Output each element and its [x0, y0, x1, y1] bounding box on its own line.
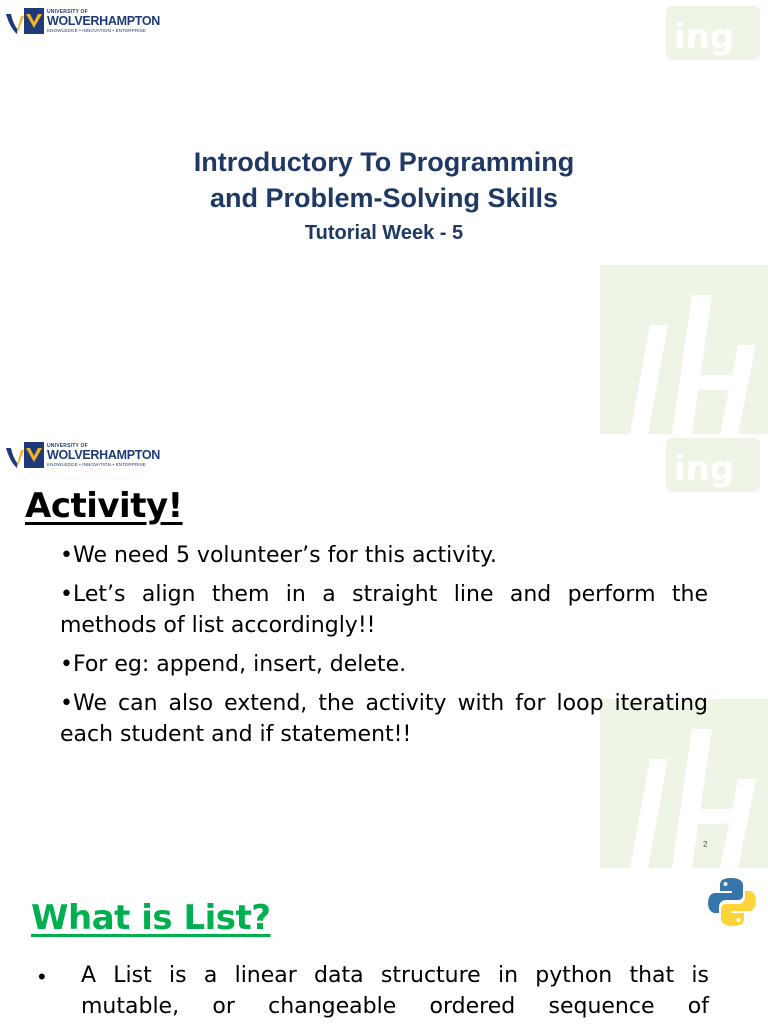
- slide-1: [0, 0, 768, 434]
- activity-bullet-list: [60, 540, 708, 758]
- bullet-item: •We can also extend, the activity with for loop iterating each student and if statement!!: [60, 691, 708, 747]
- bullet-item: •Let’s align them in a straight line and perform the methods of list accordingly!!: [60, 582, 708, 638]
- svg-text:ing: ing: [674, 17, 735, 57]
- presentation-title: [0, 144, 768, 216]
- logo-text-university-of: UNIVERSITY OF: [47, 443, 88, 449]
- page-number: 2: [703, 840, 708, 849]
- bullet-marker: •: [38, 964, 46, 989]
- presentation-subtitle: Tutorial Week - 5: [304, 222, 464, 244]
- ing-watermark-icon: [666, 6, 760, 60]
- svg-text:ing: ing: [674, 449, 735, 489]
- logo-text-tagline: KNOWLEDGE • INNOVATION • ENTERPRISE: [47, 462, 146, 467]
- title-line-2: and Problem-Solving Skills: [209, 183, 559, 213]
- activity-heading: Activity!: [25, 486, 183, 526]
- ing-watermark-icon: [666, 438, 760, 492]
- university-crest-icon: [4, 440, 46, 474]
- slide-3: [0, 868, 768, 1024]
- bullet-item: •We need 5 volunteer’s for this activity.: [60, 543, 497, 568]
- list-definition-text: A List is a linear data structure in python that is mutable, or changeable ordered sequence of: [81, 963, 709, 1019]
- slide-2: [0, 434, 768, 868]
- bullet-item: •For eg: append, insert, delete.: [60, 652, 407, 677]
- university-logo: [4, 6, 164, 40]
- university-crest-icon: [4, 6, 46, 40]
- what-is-list-heading: What is List?: [31, 898, 271, 938]
- university-logo: [4, 440, 164, 474]
- logo-text-wolverhampton: WOLVERHAMPTON: [47, 448, 160, 462]
- logo-text-tagline: KNOWLEDGE • INNOVATION • ENTERPRISE: [47, 28, 146, 33]
- logo-text-wolverhampton: WOLVERHAMPTON: [47, 14, 160, 28]
- logo-text-university-of: UNIVERSITY OF: [47, 9, 88, 15]
- python-logo-icon: [706, 876, 758, 928]
- title-line-1: Introductory To Programming: [193, 147, 575, 177]
- decorative-stripes-panel: [600, 265, 768, 434]
